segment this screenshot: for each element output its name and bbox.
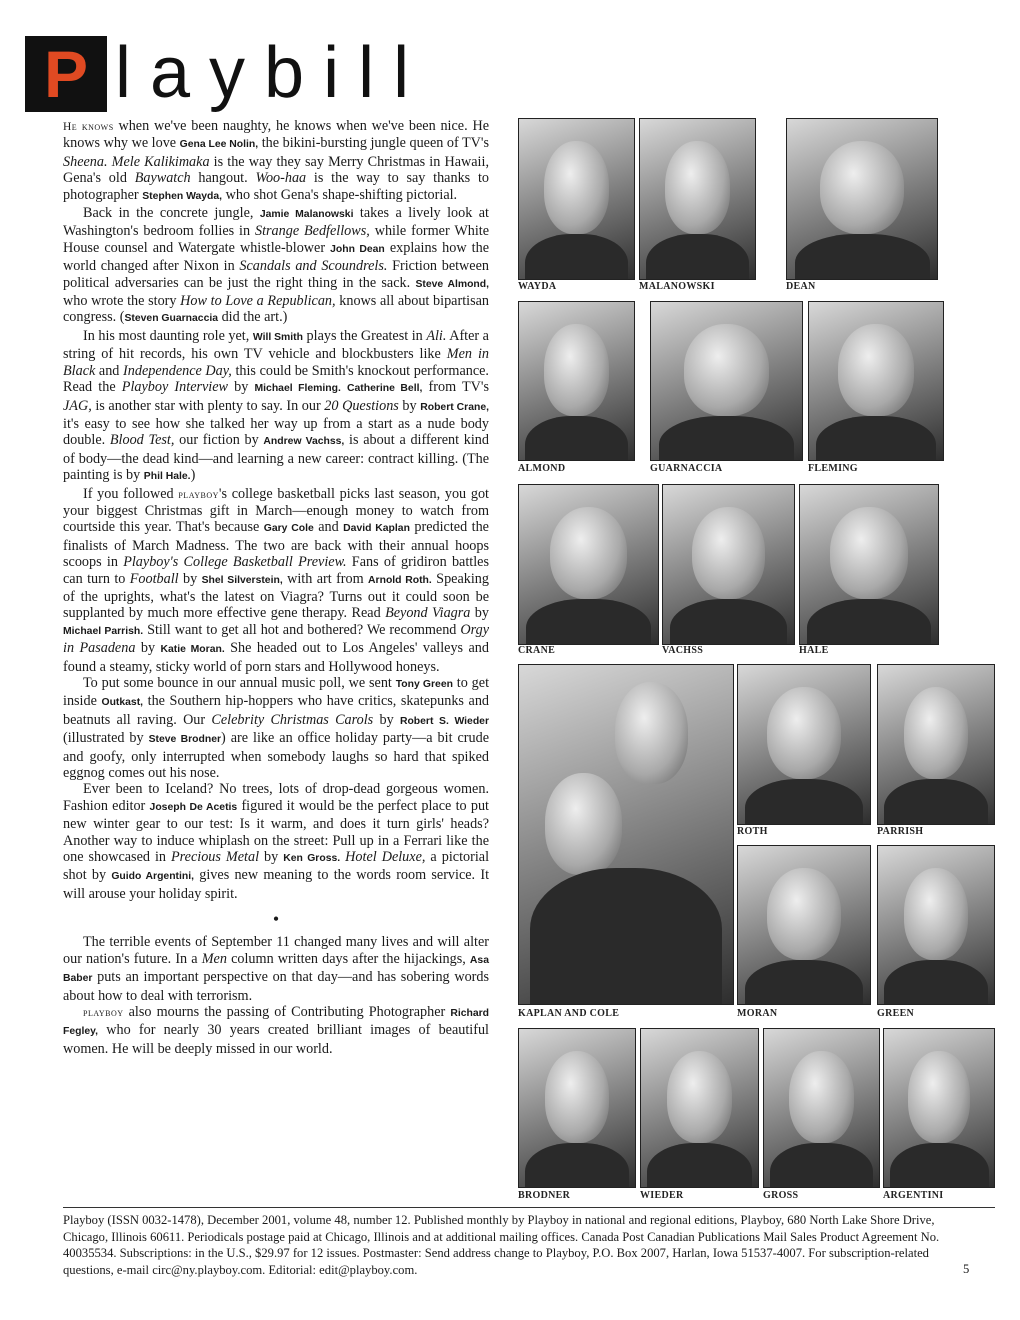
portrait-head — [820, 141, 904, 234]
portrait-head — [904, 868, 969, 960]
portrait-head — [545, 773, 622, 875]
portrait-head — [667, 1051, 733, 1143]
title-text: Playboy's College Basketball Preview. — [123, 554, 347, 571]
small-caps-text: playboy — [83, 1006, 124, 1019]
body-text: If you followed — [83, 485, 179, 502]
portrait-shoulders — [530, 868, 723, 1004]
portrait-head — [908, 1051, 970, 1143]
title-text: Woo-haa — [255, 170, 307, 187]
contributor-name: Guido Argentini, — [111, 871, 195, 883]
body-text: knows all about bipartisan congress. ( — [63, 293, 489, 326]
portrait-head — [692, 507, 765, 599]
contributor-photo — [518, 484, 659, 645]
contributor-name: Stephen Wayda, — [142, 190, 223, 202]
portrait-shoulders — [816, 416, 937, 461]
body-text: hangout. — [190, 170, 256, 187]
contributor-name: Gary Cole — [263, 523, 314, 535]
body-text: puts an important perspective on that day—and has sobering words about how to deal with terrorism. — [63, 969, 489, 1004]
contributor-name: Gena Lee Nolin, — [179, 139, 259, 151]
body-text: Speaking of the uprights, what's the latest on Viagra? Turns out it could soon be supplanted by much more effective gene therapy. Read — [63, 570, 489, 622]
contributor-name: Andrew Vachss, — [263, 436, 345, 448]
portrait-shoulders — [659, 416, 795, 461]
body-text: by — [178, 570, 202, 587]
small-caps-text: He knows — [63, 121, 114, 133]
title-text: Blood Test, — [109, 432, 175, 449]
body-text: ) — [190, 467, 196, 484]
portrait-shoulders — [807, 599, 931, 645]
body-text: column written days after the hijackings, — [226, 950, 470, 967]
title-text: Football — [129, 570, 179, 587]
portrait-shoulders — [646, 234, 750, 280]
section-bullet: • — [272, 909, 280, 930]
contributor-name: Jamie Malanowski — [259, 209, 354, 221]
contributor-photo — [877, 845, 995, 1005]
body-text: figured it would be the perfect place to put new winter gear to our test: Is it warm, and does it turn girls' heads? Another way to induce whiplash on the street: Pull up in a Ferrari like the one showcased in — [63, 797, 489, 866]
body-text: who for nearly 30 years created brilliant images of beautiful women. He will be deeply missed in our world. — [63, 1022, 489, 1057]
title-text: Precious Metal — [171, 849, 260, 866]
photo-caption: MALANOWSKI — [639, 281, 715, 292]
contributor-photo — [877, 664, 995, 825]
body-text: who shot Gena's shape-shifting pictorial. — [222, 186, 458, 203]
body-text: from TV's — [422, 379, 489, 396]
contributor-name: Robert S. Wieder — [399, 715, 490, 727]
title-text: Celebrity Christmas Carols — [211, 711, 374, 728]
portrait-shoulders — [795, 234, 930, 280]
body-text: takes a lively look at Washington's bedroom follies in — [63, 205, 489, 240]
body-text: who wrote the story — [63, 293, 181, 310]
body-text: In his most daunting role yet, — [83, 327, 253, 344]
contributor-photo — [640, 1028, 759, 1188]
contributor-name: Catherine Bell, — [347, 383, 423, 395]
title-text: Independence Day, — [123, 362, 232, 379]
photo-caption: DEAN — [786, 281, 816, 292]
photo-caption: CRANE — [518, 645, 556, 656]
publication-info: Playboy (ISSN 0032-1478), December 2001, volume 48, number 12. Published monthly by Playboy in national and regional editions, Playboy, 680 North Lake Shore Drive, Chicago, Illinois 60611. Periodicals postage paid at Chicago, Illinois and at additional mailing offices. Canada Post Canadian Publications Mail Sales Product Agreement No. 40035534. Subscriptions: in the U.S., $29.97 for 12 issues. Postmaster: Send address change to Playboy, P.O. Box 2007, Harlan, Iowa 51537-4007. For subscription-related questions, e-mail circ@ny.playboy.com. Editorial: edit@playboy.com. — [63, 1213, 940, 1277]
article-paragraph — [63, 934, 489, 1004]
body-text: The terrible events of September 11 changed many lives and will alter our nation's future. In a — [63, 934, 489, 967]
title-text: Men — [201, 950, 227, 967]
photo-caption: WAYDA — [518, 281, 557, 292]
body-text: by — [470, 605, 489, 622]
contributor-photo — [799, 484, 939, 645]
body-text: our fiction by — [174, 432, 264, 449]
body-text: is the way to say thanks to photographer — [63, 170, 489, 203]
body-text: by — [259, 849, 284, 866]
footer-rule — [63, 1207, 995, 1208]
contributor-name: Michael Fleming. — [254, 383, 341, 395]
photo-caption: BRODNER — [518, 1190, 571, 1201]
title-text: Hotel Deluxe, — [345, 849, 426, 866]
body-text: gives new meaning to the words room service. It will arouse your holiday spirit. — [63, 867, 490, 902]
body-text: by — [228, 379, 255, 396]
body-text: to get inside — [63, 675, 490, 710]
title-text: Strange Bedfellows, — [254, 223, 370, 240]
body-text: and — [95, 362, 124, 379]
body-text: by — [373, 711, 400, 728]
portrait-head — [544, 141, 608, 234]
contributor-photo — [662, 484, 795, 645]
body-text: Fans of gridiron battles can turn to — [63, 554, 489, 587]
title-text: Baywatch — [134, 170, 191, 187]
contributor-name: John Dean — [330, 243, 385, 255]
body-text: Ever been to Iceland? No trees, lots of drop-dead gorgeous women. Fashion editor — [63, 781, 489, 814]
photo-caption: VACHSS — [662, 645, 704, 656]
body-text: it's easy to see how she talked her way up from a start as a nude body double. — [63, 415, 489, 449]
body-text: a pictorial shot by — [63, 849, 490, 884]
contributor-name: Arnold Roth. — [368, 574, 432, 586]
portrait-shoulders — [525, 234, 629, 280]
photo-caption: GREEN — [877, 1008, 915, 1019]
body-text: plays the Greatest in — [303, 327, 427, 344]
body-text: by — [135, 640, 161, 657]
photo-caption: GROSS — [763, 1190, 799, 1201]
portrait-head — [545, 1051, 610, 1143]
body-text: the bikini-bursting jungle queen of TV's — [258, 135, 490, 152]
contributor-photo — [518, 118, 635, 280]
body-text: also mourns the passing of Contributing Photographer — [123, 1003, 451, 1020]
photo-caption: KAPLAN AND COLE — [518, 1008, 620, 1019]
body-text: Still want to get all hot and bothered? We recommend — [143, 621, 461, 638]
body-text: by — [398, 397, 421, 414]
body-text: is another star with plenty to say. In our — [91, 397, 325, 414]
photo-caption: FLEMING — [808, 463, 858, 474]
contributor-photo — [518, 301, 635, 461]
body-text: Back in the concrete jungle, — [83, 205, 260, 222]
small-caps-text: playboy — [178, 488, 219, 501]
portrait-shoulders — [670, 599, 788, 645]
portrait-head — [767, 687, 841, 779]
contributor-photo — [737, 845, 871, 1005]
body-text: (illustrated by — [63, 730, 149, 747]
title-text: Mele Kalikimaka — [111, 153, 210, 170]
contributor-name: Asa Baber — [63, 954, 489, 985]
contributor-name: Michael Parrish. — [63, 625, 144, 637]
photo-caption: ROTH — [737, 826, 768, 837]
body-text: this could be Smith's knockout performance. Read the — [63, 362, 489, 396]
portrait-head — [789, 1051, 853, 1143]
body-text: explains how the world changed after Nixon in — [63, 239, 489, 275]
portrait-head — [550, 507, 628, 599]
photo-caption: WIEDER — [640, 1190, 684, 1201]
contributor-photo — [639, 118, 756, 280]
title-text: 20 Questions — [324, 397, 399, 414]
photo-caption: HALE — [799, 645, 829, 656]
masthead — [25, 30, 495, 120]
contributor-name: Tony Green — [395, 679, 453, 690]
article-paragraph — [63, 781, 489, 902]
body-text: and — [313, 519, 344, 536]
portrait-head — [615, 682, 688, 784]
article-column — [63, 118, 489, 1057]
portrait-shoulders — [745, 960, 864, 1005]
contributor-photo — [786, 118, 938, 280]
portrait-head — [830, 507, 907, 599]
contributor-name: Will Smith — [252, 331, 303, 343]
masthead-first-letter: P — [43, 37, 89, 111]
contributor-name: Steven Guarnaccia — [124, 313, 219, 325]
contributor-name: Katie Moran. — [160, 644, 225, 656]
photo-caption: ALMOND — [518, 463, 566, 474]
portrait-shoulders — [526, 599, 651, 645]
contributor-name: Richard Fegley, — [63, 1007, 489, 1038]
contributor-name: Outkast, — [101, 697, 144, 709]
portrait-shoulders — [770, 1143, 874, 1188]
title-text: Sheena. — [63, 153, 108, 170]
portrait-head — [904, 687, 969, 779]
article-paragraph — [63, 118, 489, 205]
portrait-shoulders — [525, 416, 629, 461]
contributor-photo — [808, 301, 944, 461]
portrait-head — [665, 141, 729, 234]
body-text: ) are like an office holiday party—a bit crude and goofy, only interrupted when somebody laughs so hard that spiked eggnog comes out his nose. — [63, 730, 489, 782]
body-text: with art from — [282, 570, 369, 587]
body-text: is the way they say Merry Christmas in Hawaii, Gena's old — [63, 153, 489, 187]
contributor-photo — [883, 1028, 995, 1188]
body-text: did the art.) — [218, 309, 288, 326]
body-text: After a string of hit records, his own TV vehicle and blockbusters like — [63, 327, 489, 363]
title-text: Orgy in Pasadena — [63, 621, 490, 657]
contributor-name: Steve Brodner — [148, 734, 222, 746]
contributor-name: Steve Almond, — [415, 278, 489, 290]
photo-caption: ARGENTINI — [883, 1190, 944, 1201]
portrait-head — [838, 324, 913, 416]
body-text: is about a different kind of body—the dead kind—and learning a new career: contract killing. (The painting is by — [63, 432, 489, 484]
contributor-photo — [518, 1028, 636, 1188]
photo-caption: PARRISH — [877, 826, 924, 837]
contributor-name: Joseph De Acetis — [149, 801, 238, 813]
body-text: She headed out to Los Angeles' valleys and found a steamy, sticky world of porn stars and Hollywood honeys. — [63, 640, 489, 675]
contributor-photo — [737, 664, 871, 825]
portrait-shoulders — [884, 779, 988, 825]
portrait-shoulders — [745, 779, 864, 825]
body-text: predicted the finalists of March Madness. The two are back with their annual hoops scoops in — [63, 519, 489, 571]
body-text: when we've been naughty, he knows when we've been nice. He knows why we love — [63, 118, 489, 152]
contributor-photo — [763, 1028, 880, 1188]
article-paragraph — [63, 675, 489, 781]
contributor-photo — [650, 301, 803, 461]
article-paragraph — [63, 1004, 489, 1057]
photo-caption: MORAN — [737, 1008, 778, 1019]
contributor-name: David Kaplan — [343, 523, 410, 535]
article-paragraph — [63, 205, 489, 328]
portrait-head — [684, 324, 769, 416]
contributor-name: Ken Gross. — [283, 853, 341, 865]
contributor-name: Robert Crane, — [420, 401, 489, 413]
portrait-head — [767, 868, 841, 960]
article-paragraph — [63, 328, 489, 486]
portrait-shoulders — [525, 1143, 629, 1188]
contributor-name: Shel Silverstein, — [201, 574, 283, 586]
photo-caption: GUARNACCIA — [650, 463, 723, 474]
title-text: JAG, — [63, 397, 92, 414]
portrait-shoulders — [884, 960, 988, 1005]
body-text: the Southern hip-hoppers who have critics, skatepunks and beatnuts all raving. Our — [63, 693, 490, 728]
title-text: Scandals and Scoundrels. — [239, 258, 388, 275]
title-text: Men in Black — [63, 346, 489, 379]
contributor-photo — [518, 664, 734, 1005]
portrait-shoulders — [647, 1143, 752, 1188]
body-text: To put some bounce in our annual music poll, we sent — [83, 675, 396, 691]
contributor-name: Phil Hale. — [143, 471, 191, 483]
article-paragraph — [63, 486, 489, 675]
title-text: Ali. — [426, 327, 447, 344]
body-text: Friction between political adversaries can be just the right thing in the sack. — [63, 258, 489, 291]
masthead-title: laybill — [115, 33, 429, 113]
page-number: 5 — [963, 1262, 970, 1276]
body-text: 's college basketball picks last season, you got your biggest Christmas gift in March—enough money to watch from courtside this year. That's because — [63, 485, 489, 536]
title-text: Playboy Interview — [121, 379, 229, 396]
body-text: while former White House counsel and Watergate whistle-blower — [63, 223, 489, 256]
portrait-head — [544, 324, 608, 416]
title-text: Beyond Viagra — [385, 605, 471, 622]
title-text: How to Love a Republican, — [180, 293, 336, 310]
portrait-shoulders — [890, 1143, 989, 1188]
